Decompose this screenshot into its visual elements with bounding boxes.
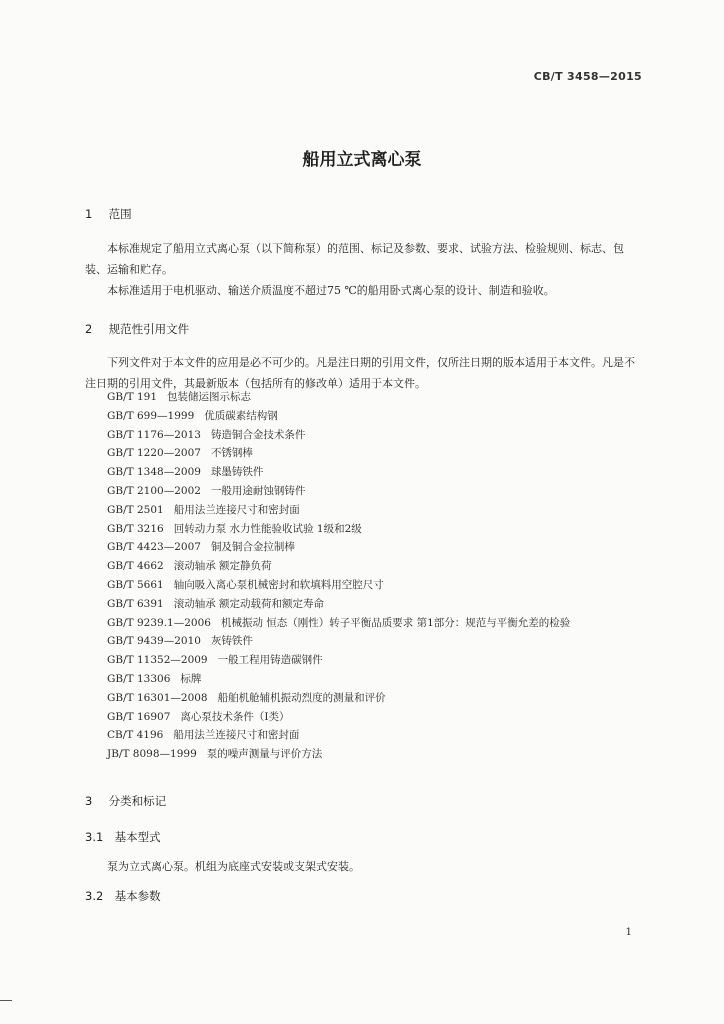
- section-number: 2: [85, 322, 93, 336]
- reference-item: [107, 615, 570, 634]
- reference-code: GB/T 16907: [107, 710, 171, 723]
- reference-title: 泵的噪声测量与评价方法: [206, 748, 323, 761]
- reference-title: 不锈钢棒: [210, 447, 253, 460]
- reference-title: 轴向吸入离心泵机械密封和软填料用空腔尺寸: [173, 578, 384, 591]
- reference-code: GB/T 11352—2009: [107, 654, 208, 667]
- subsection-title: 基本型式: [114, 830, 161, 844]
- reference-item: [107, 558, 570, 577]
- section-2-heading: [85, 321, 189, 337]
- subsection-3-1-heading: [85, 829, 161, 845]
- reference-item: [107, 577, 570, 596]
- reference-title: 滚动轴承 额定动载荷和额定寿命: [173, 597, 325, 610]
- reference-code: GB/T 9239.1—2006: [107, 616, 211, 629]
- reference-title: 优质碳素结构钢: [204, 409, 278, 422]
- reference-item: [107, 596, 570, 615]
- reference-item: [107, 464, 570, 483]
- reference-title: 船用法兰连接尺寸和密封面: [173, 729, 300, 742]
- reference-title: 船用法兰连接尺寸和密封面: [173, 503, 300, 516]
- section-title: 范围: [108, 207, 132, 221]
- reference-code: GB/T 1176—2013: [107, 428, 201, 441]
- reference-title: 滚动轴承 额定静负荷: [173, 560, 272, 573]
- reference-code: GB/T 1348—2009: [107, 466, 201, 479]
- reference-code: GB/T 699—1999: [107, 409, 195, 422]
- reference-title: 铜及铜合金拉制棒: [210, 541, 295, 554]
- subsection-title: 基本参数: [114, 889, 161, 903]
- reference-item: [107, 652, 570, 671]
- reference-title: 球墨铸铁件: [210, 466, 264, 479]
- section-title: 规范性引用文件: [108, 322, 190, 336]
- reference-item: [107, 709, 570, 728]
- reference-code: GB/T 4423—2007: [107, 541, 201, 554]
- reference-title: 包装储运图示标志: [167, 391, 252, 403]
- reference-code: GB/T 191: [107, 391, 158, 403]
- reference-code: GB/T 9439—2010: [107, 635, 201, 648]
- reference-item: [107, 539, 570, 558]
- reference-item: [107, 427, 570, 446]
- normative-references-list: [107, 389, 570, 765]
- reference-code: GB/T 4662: [107, 560, 164, 573]
- reference-title: 一般用途耐蚀钢铸件: [210, 484, 306, 497]
- reference-code: JB/T 8098—1999: [107, 748, 197, 761]
- document-title: 船用立式离心泵: [302, 150, 422, 170]
- standard-code: CB/T 3458—2015: [533, 70, 642, 83]
- reference-code: GB/T 16301—2008: [107, 691, 208, 704]
- reference-title: 灰铸铁件: [210, 635, 253, 648]
- reference-item: [107, 690, 570, 709]
- reference-item: [107, 671, 570, 690]
- reference-item: [107, 727, 570, 746]
- reference-item: [107, 445, 570, 464]
- reference-item: [107, 502, 570, 521]
- reference-item: [107, 408, 570, 427]
- reference-item: [107, 389, 570, 408]
- reference-title: 标牌: [180, 672, 202, 685]
- reference-code: GB/T 13306: [107, 672, 171, 685]
- subsection-number: 3.2: [85, 889, 104, 903]
- reference-item: [107, 633, 570, 652]
- subsection-3-2-heading: [85, 888, 161, 904]
- section-title: 分类和标记: [108, 794, 167, 808]
- reference-code: GB/T 1220—2007: [107, 447, 201, 460]
- subsection-number: 3.1: [85, 830, 104, 844]
- reference-code: GB/T 5661: [107, 578, 164, 591]
- reference-title: 离心泵技术条件（I类）: [180, 710, 290, 723]
- reference-title: 机械振动 恒态（刚性）转子平衡品质要求 第1部分：规范与平衡允差的检验: [220, 616, 571, 629]
- section-number: 1: [85, 207, 93, 221]
- reference-title: 回转动力泵 水力性能验收试验 1级和2级: [173, 522, 362, 535]
- reference-item: [107, 483, 570, 502]
- page-number: 1: [625, 926, 632, 938]
- section-1-heading: [85, 206, 132, 222]
- reference-code: GB/T 2100—2002: [107, 484, 201, 497]
- reference-item: [107, 521, 570, 540]
- section-3-heading: [85, 793, 166, 809]
- reference-code: GB/T 2501: [107, 503, 164, 516]
- reference-title: 船舶机舱辅机振动烈度的测量和评价: [217, 691, 386, 704]
- subsection-3-1-text: 泵为立式离心泵。机组为底座式安装或支架式安装。: [107, 860, 360, 873]
- reference-code: GB/T 6391: [107, 597, 164, 610]
- reference-code: CB/T 4196: [107, 729, 164, 742]
- reference-title: 一般工程用铸造碳钢件: [217, 654, 323, 667]
- scan-edge-mark: [0, 1000, 12, 1001]
- section-2-intro: 下列文件对于本文件的应用是必不可少的。凡是注日期的引用文件，仅所注日期的版本适用于本文件。凡是不注日期的引用文件，其最新版本（包括所有的修改单）适用于本文件。: [85, 356, 635, 390]
- reference-title: 铸造铜合金技术条件: [210, 428, 306, 441]
- reference-code: GB/T 3216: [107, 522, 164, 535]
- section-1-paragraph-1: 本标准规定了船用立式离心泵（以下简称泵）的范围、标记及参数、要求、试验方法、检验规则、标志、包装、运输和贮存。: [85, 242, 624, 276]
- section-number: 3: [85, 794, 93, 808]
- section-1-paragraph-2: 本标准适用于电机驱动、输送介质温度不超过75 ℃的船用卧式离心泵的设计、制造和验收。: [107, 284, 555, 297]
- reference-item: [107, 746, 570, 765]
